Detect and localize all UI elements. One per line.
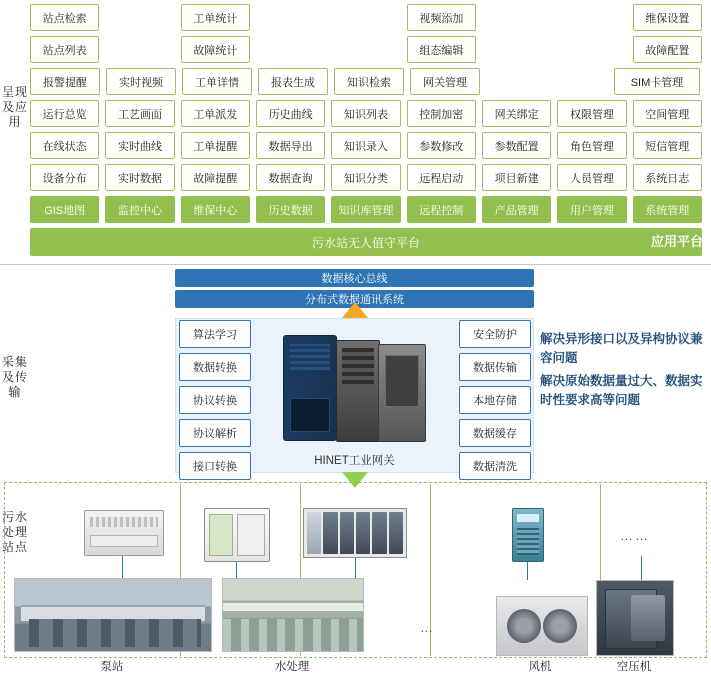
- application-grid: [30, 4, 702, 228]
- app-cell[interactable]: 知识列表: [331, 100, 400, 127]
- app-cell[interactable]: 实时曲线: [105, 132, 174, 159]
- layer-label-collection: [2, 355, 28, 400]
- app-cell-primary[interactable]: 维保中心: [181, 196, 250, 223]
- app-cell-empty: [557, 4, 626, 31]
- app-cell[interactable]: 实时数据: [105, 164, 174, 191]
- layer-label-presentation: [2, 85, 28, 130]
- device-connector: [122, 556, 123, 580]
- app-cell[interactable]: 维保设置: [633, 4, 702, 31]
- app-cell[interactable]: 故障配置: [633, 36, 702, 63]
- app-cell-empty: [105, 4, 174, 31]
- module-button[interactable]: 协议转换: [179, 386, 251, 414]
- platform-bar: [30, 228, 702, 256]
- network-module-device: [512, 508, 544, 562]
- gateway-device-secondary: [336, 340, 380, 442]
- app-cell-primary[interactable]: 历史数据: [256, 196, 325, 223]
- upward-flow-arrow: [342, 302, 368, 318]
- app-cell-primary[interactable]: 监控中心: [105, 196, 174, 223]
- app-cell[interactable]: 组态编辑: [407, 36, 476, 63]
- app-cell[interactable]: 实时视频: [106, 68, 176, 95]
- section-divider-top: [0, 264, 711, 265]
- gateway-device-tertiary: [378, 344, 426, 442]
- layer-label-collection-text: 采集及传输: [2, 355, 29, 399]
- blower-photo: [496, 596, 588, 656]
- app-cell-primary[interactable]: 产品管理: [482, 196, 551, 223]
- platform-title: 污水站无人值守平台: [311, 235, 420, 250]
- app-cell[interactable]: 在线状态: [30, 132, 99, 159]
- app-cell[interactable]: 站点检索: [30, 4, 99, 31]
- module-button[interactable]: 本地存储: [459, 386, 531, 414]
- photo-label-compressor: 空压机: [616, 661, 652, 673]
- app-cell-empty: [331, 4, 400, 31]
- app-cell[interactable]: 工艺画面: [105, 100, 174, 127]
- app-cell[interactable]: 报警提醒: [30, 68, 100, 95]
- app-cell[interactable]: 报表生成: [258, 68, 328, 95]
- app-cell[interactable]: 系统日志: [633, 164, 702, 191]
- grid-row: [30, 4, 702, 31]
- app-cell[interactable]: 知识检索: [334, 68, 404, 95]
- controller-device: [84, 510, 164, 556]
- app-cell-empty: [105, 36, 174, 63]
- app-cell[interactable]: 角色管理: [557, 132, 626, 159]
- grid-row: [30, 132, 702, 159]
- module-button[interactable]: 算法学习: [179, 320, 251, 348]
- module-button[interactable]: 接口转换: [179, 452, 251, 480]
- app-cell[interactable]: 视频添加: [407, 4, 476, 31]
- app-cell-empty: [256, 36, 325, 63]
- app-cell-empty: [557, 36, 626, 63]
- module-button[interactable]: 安全防护: [459, 320, 531, 348]
- app-cell[interactable]: 人员管理: [557, 164, 626, 191]
- app-cell[interactable]: 权限管理: [557, 100, 626, 127]
- app-cell[interactable]: 网关管理: [410, 68, 480, 95]
- gateway-caption: HINET工业网关: [314, 455, 395, 467]
- grid-row-highlight: [30, 196, 702, 223]
- grid-row: [30, 164, 702, 191]
- device-connector: [355, 556, 356, 580]
- app-cell[interactable]: 控制加密: [407, 100, 476, 127]
- note-data-volume: 解决原始数据量过大、数据实时性要求高等问题: [540, 374, 703, 407]
- photo-label-water: 水处理: [274, 661, 310, 673]
- app-cell[interactable]: 空间管理: [633, 100, 702, 127]
- layer-label-presentation-text: 呈现及应用: [2, 85, 29, 129]
- app-cell-empty: [482, 4, 551, 31]
- platform-tag: 应用平台: [650, 234, 703, 249]
- data-core-bus: [175, 269, 534, 287]
- device-connector: [641, 556, 642, 580]
- layer-label-station-text: 污水处理站点: [2, 510, 29, 554]
- pump-station-photo: [14, 578, 212, 652]
- app-cell[interactable]: SIM卡管理: [614, 68, 700, 95]
- app-cell[interactable]: 故障统计: [181, 36, 250, 63]
- photo-label-fan: 风机: [528, 661, 552, 673]
- app-cell[interactable]: 知识分类: [331, 164, 400, 191]
- grid-row: [30, 36, 702, 63]
- photo-ellipsis: …: [420, 620, 435, 635]
- app-cell[interactable]: 运行总览: [30, 100, 99, 127]
- app-cell-empty: [486, 68, 556, 95]
- grid-row: [30, 68, 702, 95]
- note-interface-compatibility: 解决异形接口以及异构协议兼容问题: [540, 332, 703, 365]
- distributed-bus-label: 分布式数据通讯系统: [305, 294, 404, 306]
- app-cell-primary[interactable]: 知识库管理: [331, 196, 400, 223]
- app-cell[interactable]: 故障提醒: [181, 164, 250, 191]
- module-button[interactable]: 数据清洗: [459, 452, 531, 480]
- module-button[interactable]: 数据传输: [459, 353, 531, 381]
- app-cell-empty: [256, 4, 325, 31]
- app-cell[interactable]: 工单详情: [182, 68, 252, 95]
- app-cell[interactable]: 站点列表: [30, 36, 99, 63]
- app-cell[interactable]: 工单派发: [181, 100, 250, 127]
- module-button[interactable]: 数据缓存: [459, 419, 531, 447]
- plc-device: [204, 508, 270, 562]
- app-cell[interactable]: 数据查询: [256, 164, 325, 191]
- app-cell-empty: [482, 36, 551, 63]
- water-treatment-photo: [222, 578, 364, 652]
- device-ellipsis: ……: [620, 528, 650, 543]
- app-cell[interactable]: 工单统计: [181, 4, 250, 31]
- app-cell[interactable]: 设备分布: [30, 164, 99, 191]
- app-cell-primary[interactable]: 远程控制: [407, 196, 476, 223]
- app-cell[interactable]: 参数修改: [407, 132, 476, 159]
- grid-row: [30, 100, 702, 127]
- app-cell[interactable]: 数据导出: [256, 132, 325, 159]
- io-rack-device: [303, 508, 407, 558]
- data-core-bus-label: 数据核心总线: [321, 273, 388, 285]
- app-cell[interactable]: 知识录入: [331, 132, 400, 159]
- photo-label-pump: 泵站: [100, 661, 124, 673]
- air-compressor-photo: [596, 580, 674, 656]
- app-cell-primary[interactable]: GIS地图: [30, 196, 99, 223]
- app-cell[interactable]: 远程启动: [407, 164, 476, 191]
- app-cell[interactable]: 历史曲线: [256, 100, 325, 127]
- app-cell-primary[interactable]: 用户管理: [557, 196, 626, 223]
- app-cell[interactable]: 参数配置: [482, 132, 551, 159]
- app-cell[interactable]: 项目新建: [482, 164, 551, 191]
- app-cell[interactable]: 工单提醒: [181, 132, 250, 159]
- app-cell[interactable]: 短信管理: [633, 132, 702, 159]
- gateway-device-primary: [283, 335, 337, 441]
- module-button[interactable]: 数据转换: [179, 353, 251, 381]
- app-cell-primary[interactable]: 系统管理: [633, 196, 702, 223]
- app-cell-empty: [331, 36, 400, 63]
- module-button[interactable]: 协议解析: [179, 419, 251, 447]
- app-cell[interactable]: 网关绑定: [482, 100, 551, 127]
